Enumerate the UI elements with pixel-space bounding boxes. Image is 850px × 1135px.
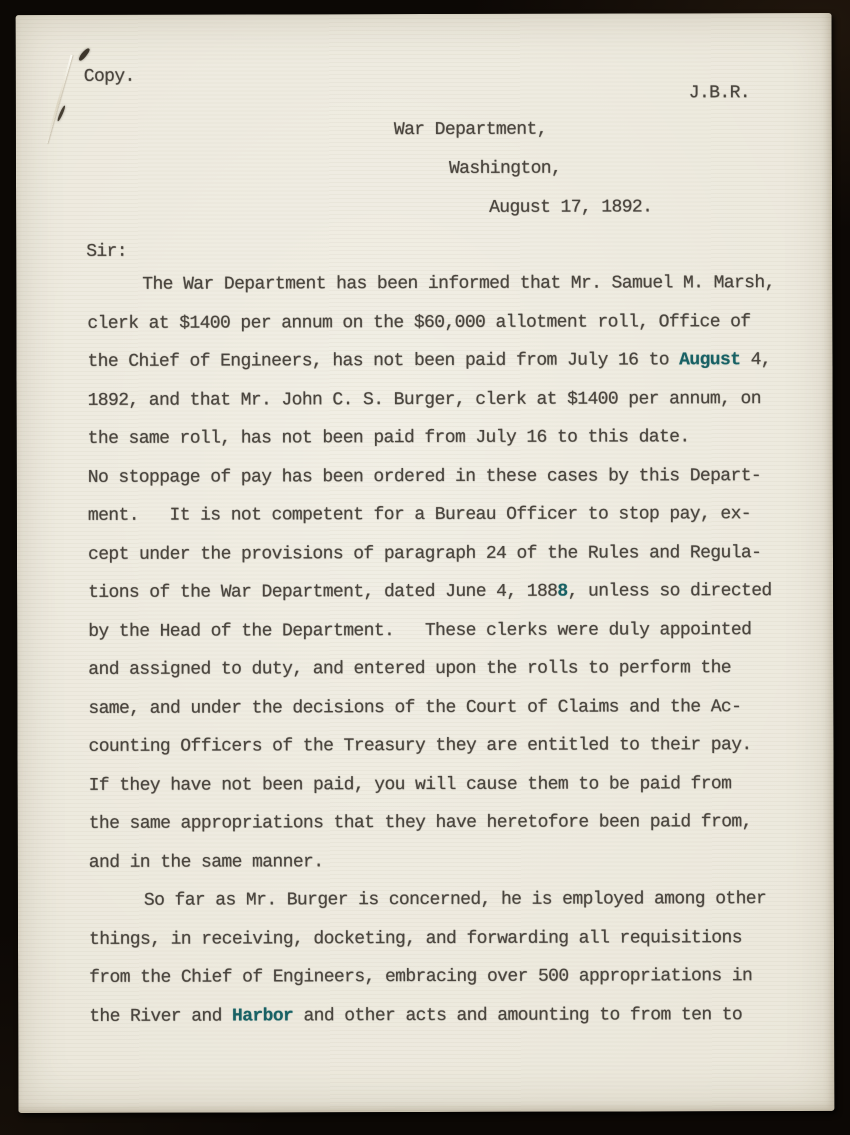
correction-ink-text: August [679,350,741,371]
body-line [88,457,798,497]
body-line [88,495,798,535]
body-line [87,341,797,381]
heading-department: War Department, [393,119,547,141]
body-line [89,880,799,920]
heading-city: Washington, [448,158,562,179]
body-line [89,765,799,805]
body-line [88,418,798,458]
paper-tear-mark [57,105,67,122]
body-line [89,996,799,1036]
typewriter-text: clerk at $1400 per annum on the $60,000 allotment roll, Office of [87,311,751,334]
body-line [89,957,799,997]
typewriter-text: same, and under the decisions of the Court of Claims and the Ac- [88,696,742,719]
typewriter-text: things, in receiving, docketing, and forwarding all requisitions [88,927,742,950]
typewriter-text: ment. It is not competent for a Bureau Officer to stop pay, ex- [87,504,752,526]
body-line [87,264,797,304]
typewriter-text: and assigned to duty, and entered upon the rolls to perform the [88,658,732,680]
body-line [89,919,799,959]
body-line [88,688,798,728]
typewriter-text: the Chief of Engineers, has not been paid from July 16 to [87,350,680,372]
typewriter-text: tions of the War Department, dated June 4, 188 [88,581,558,603]
copy-label: Copy. [83,66,135,87]
body-line [88,572,798,612]
typewriter-text: 4, [740,350,772,371]
paper-crease [46,55,73,144]
correction-ink-text: 8 [557,581,568,602]
body-line [88,649,798,689]
correction-ink-text: Harbor [231,1005,294,1027]
document-page [16,13,835,1113]
typewriter-text: counting Officers of the Treasury they are entitled to their pay. [88,735,752,757]
body-line [89,842,799,882]
typewriter-text: the same roll, has not been paid from July 16 to this date. [87,427,690,449]
heading-date: August 17, 1892. [489,197,653,218]
body-line [87,303,797,343]
initials-annotation: J.B.R. [688,83,751,104]
typewriter-text: 1892, and that Mr. John C. S. Burger, clerk at $1400 per annum, on [87,388,761,411]
typewriter-text: So far as Mr. Burger is concerned, he is employed among other [143,889,767,911]
body-line [89,803,799,843]
body-line [88,380,798,420]
body-line [88,534,798,574]
typewriter-text: the same appropriations that they have heretofore been paid from, [88,812,752,834]
typewriter-text: by the Head of the Department. These clerks were duly appointed [88,619,752,642]
typewriter-text: cept under the provisions of paragraph 24 of the Rules and Regula- [87,542,762,565]
typewriter-text: The War Department has been informed that Mr. Samuel M. Marsh, [142,273,775,295]
typewriter-text: If they have not been paid, you will cause them to be paid from [88,773,732,796]
body-line [88,726,798,766]
typewriter-text: , unless so directed [567,581,772,602]
salutation: Sir: [86,241,128,262]
typewriter-text: and in the same manner. [88,851,324,873]
typewriter-text: No stoppage of pay has been ordered in these cases by this Depart- [87,465,762,488]
paper-tear-mark [78,47,91,62]
typewriter-text: the River and [89,1006,233,1027]
letter-body [87,264,799,1036]
typewriter-text: from the Chief of Engineers, embracing over 500 appropriations in [89,966,753,988]
typewriter-text: and other acts and amounting to from ten to [293,1004,743,1026]
body-line [88,611,798,651]
